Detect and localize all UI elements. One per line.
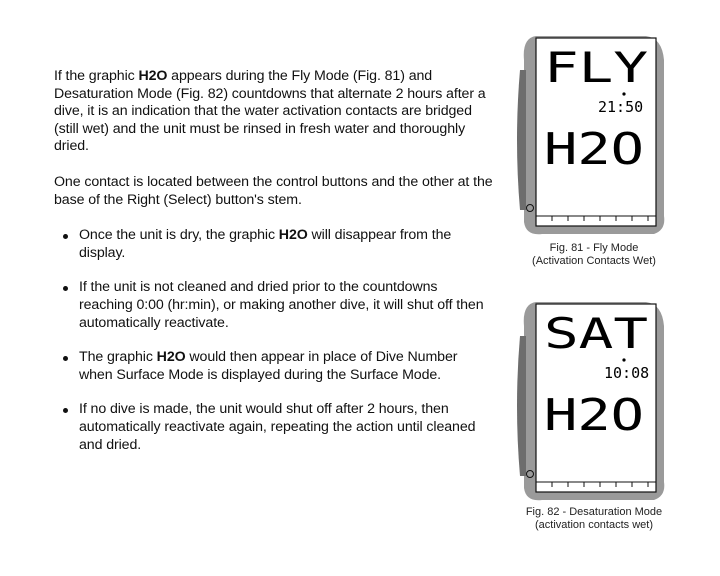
device-side-grip — [517, 70, 526, 210]
caption-line-1: Fig. 82 - Desaturation Mode — [525, 506, 663, 518]
bullet-list — [54, 227, 494, 454]
h2o-term: H2O — [156, 349, 186, 366]
figure-fly-mode — [514, 30, 674, 268]
figure-desaturation-mode — [514, 296, 674, 532]
h2o-term: H2O — [278, 227, 308, 244]
time-readout: 10:08 — [604, 364, 650, 382]
mode-text: FLY — [544, 43, 648, 92]
figure-caption — [514, 242, 674, 268]
dive-computer-display — [514, 30, 674, 240]
manual-text-column — [54, 68, 494, 471]
time-readout: 21:50 — [598, 98, 644, 116]
figure-caption — [514, 506, 674, 532]
device-side-grip — [517, 336, 526, 476]
atr-label: ATR — [540, 220, 552, 226]
atr-label: ATR — [540, 486, 552, 492]
bullet-item: If no dive is made, the unit would shut off after 2 hours, then automatically reactivate again, repeating the action until cleaned and dried. — [54, 401, 494, 454]
bullet-item: Once the unit is dry, the graphic H2O will disappear from the display. — [54, 227, 494, 262]
dive-computer-display — [514, 296, 674, 506]
paragraph-contact-location: One contact is located between the control buttons and the other at the base of the Right (Select) button's stem. — [54, 173, 493, 208]
mode-text: SAT — [544, 309, 648, 358]
bullet-item: The graphic H2O would then appear in place of Dive Number when Surface Mode is displayed during the Surface Mode. — [54, 349, 494, 384]
bullet-item: If the unit is not cleaned and dried prior to the countdowns reaching 0:00 (hr:min), or making another dive, it will shut off then automatically reactivate. — [54, 279, 494, 332]
indicator-dot — [622, 92, 625, 95]
h2o-term: H2O — [138, 68, 168, 84]
indicator-dot — [622, 358, 625, 361]
h2o-graphic: H2O — [544, 124, 644, 175]
h2o-graphic: H2O — [544, 390, 644, 441]
caption-line-1: Fig. 81 - Fly Mode — [549, 242, 639, 254]
caption-line-2: (activation contacts wet) — [535, 519, 653, 531]
paragraph-h2o-indication: If the graphic H2O appears during the Fly Mode (Fig. 81) and Desaturation Mode (Fig. 82) countdowns that alternate 2 hours after a dive, it is an indication that the water activation contacts are bridged (still wet) and the unit must be rinsed in fresh water and thoroughly dried. — [54, 68, 486, 155]
caption-line-2: (Activation Contacts Wet) — [532, 255, 656, 267]
